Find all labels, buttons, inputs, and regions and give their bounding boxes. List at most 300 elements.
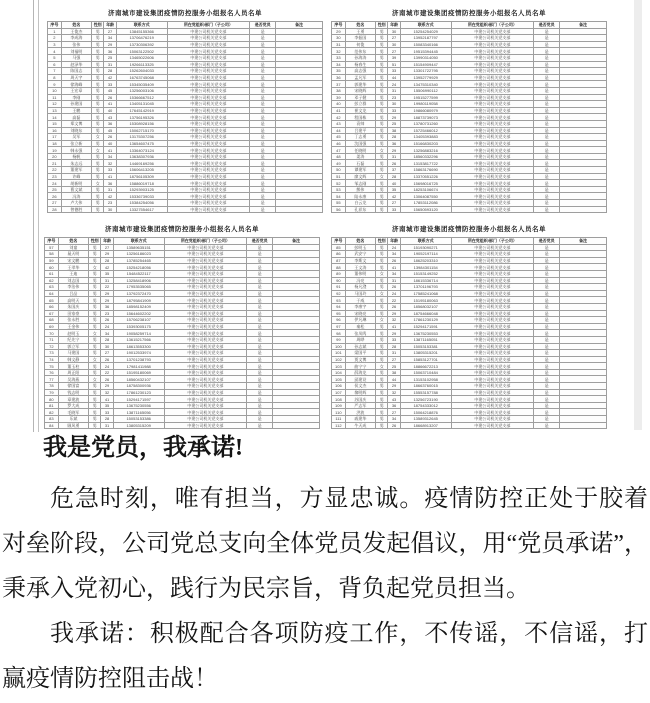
table-cell: 马建国	[58, 350, 88, 357]
table-cell: 49	[332, 160, 346, 167]
table-row	[48, 180, 323, 187]
table-row	[332, 343, 607, 350]
table-cell	[276, 193, 323, 200]
table-cell	[276, 147, 323, 154]
table-cell: 26	[388, 160, 400, 167]
table-cell: 11	[48, 94, 62, 101]
table-row	[45, 383, 320, 390]
table-cell: 王宏章	[61, 87, 91, 94]
table-cell: 32	[388, 317, 400, 324]
table-cell: 女	[376, 290, 388, 297]
table-cell: 64	[45, 290, 59, 297]
table-cell: 中建公司机关党支部	[451, 257, 534, 264]
table-cell: 中建公司机关党支部	[451, 120, 534, 127]
table-cell: 男	[89, 402, 101, 409]
table-cell: 34	[104, 153, 116, 160]
table-cell: 女	[89, 264, 101, 271]
table-row	[332, 186, 607, 193]
table-cell	[560, 48, 607, 55]
table-cell: 29	[101, 297, 113, 304]
column-header: 联系方式	[400, 238, 451, 245]
table-cell: 35	[388, 186, 400, 193]
table-row	[332, 363, 607, 370]
table-cell: 103	[332, 363, 346, 370]
table-cell: 92	[332, 290, 346, 297]
table-cell: 是	[250, 107, 276, 114]
table-row	[332, 396, 607, 403]
table-cell: 72	[45, 343, 59, 350]
table-cell: 男	[89, 317, 101, 324]
table-cell: 104	[332, 369, 346, 376]
table-cell: 李成海	[61, 35, 91, 42]
table-cell: 男	[92, 107, 104, 114]
table-cell: 29	[101, 383, 113, 390]
table-cell: 中建公司机关党支部	[167, 127, 250, 134]
table-cell: 男	[376, 356, 388, 363]
table-cell: 33	[388, 68, 400, 75]
table-cell	[560, 81, 607, 88]
table-cell: 钱志明	[58, 389, 88, 396]
table-cell: 29	[332, 28, 346, 35]
table-cell: 是	[247, 251, 273, 258]
table-cell: 朱志远	[61, 160, 91, 167]
table-cell: 是	[247, 409, 273, 416]
table-cell: 30	[388, 41, 400, 48]
table-cell: 白云龙	[345, 200, 375, 207]
table-cell: 36	[101, 303, 113, 310]
table-cell: 中建公司机关党支部	[451, 336, 534, 343]
table-cell	[560, 28, 607, 35]
table-cell: 廖文辉	[345, 173, 375, 180]
table-cell: 是	[247, 270, 273, 277]
table-cell	[560, 173, 607, 180]
table-cell: 姜涛	[345, 153, 375, 160]
table-row	[332, 277, 607, 284]
table-cell: 男	[376, 68, 388, 75]
table-cell: 13258418906	[113, 277, 164, 284]
table-row	[332, 167, 607, 174]
table-cell: 13589635151	[113, 244, 164, 251]
table-cell: 15886019718	[116, 180, 167, 187]
table-cell: 男	[376, 153, 388, 160]
table-cell: 85	[332, 244, 346, 251]
table-cell: 杨凡澄	[345, 284, 375, 291]
table-cell	[560, 127, 607, 134]
table-row	[332, 61, 607, 68]
table-cell: 中建公司机关党支部	[167, 120, 250, 127]
table-cell: 中建公司机关党支部	[451, 28, 534, 35]
table-cell: 2	[48, 35, 62, 42]
table-title: 济南城市建设集团疫情防控服务小组报名人员名单	[105, 226, 259, 233]
table-cell: 13405131045	[116, 101, 167, 108]
table-cell: 是	[534, 101, 560, 108]
table-row	[48, 94, 323, 101]
table-row	[332, 206, 607, 213]
table-cell: 中建公司机关党支部	[164, 297, 247, 304]
table-cell: 王金伟	[58, 323, 88, 330]
table-cell: 中建公司机关党支部	[451, 369, 534, 376]
table-cell: 男	[89, 277, 101, 284]
table-cell	[273, 369, 320, 376]
table-cell: 中建公司机关党支部	[164, 290, 247, 297]
table-cell	[273, 310, 320, 317]
table-cell: 沈国强	[345, 140, 375, 147]
table-cell: 15294171591	[400, 323, 451, 330]
table-row	[45, 264, 320, 271]
table-cell: 42	[104, 193, 116, 200]
table-cell: 18625203310	[400, 257, 451, 264]
table-cell	[276, 41, 323, 48]
scan-edge-artifact-right	[634, 0, 642, 430]
table-cell: 31	[388, 350, 400, 357]
table-cell: 中建公司机关党支部	[451, 134, 534, 141]
table-cell: 是	[534, 180, 560, 187]
table-cell: 73	[45, 350, 59, 357]
table-cell: 13	[48, 107, 62, 114]
table-cell: 15062715170	[116, 127, 167, 134]
table-cell: 43	[104, 114, 116, 121]
table-cell: 男	[376, 206, 388, 213]
table-cell: 男	[376, 87, 388, 94]
table-cell: 是	[250, 54, 276, 61]
table-cell: 19266113325	[116, 61, 167, 68]
table-cell: 13301722795	[400, 68, 451, 75]
table-cell	[560, 74, 607, 81]
table-row	[45, 310, 320, 317]
table-row	[332, 140, 607, 147]
table-cell: 宋文鹏	[58, 257, 88, 264]
table-cell: 刘福明	[61, 48, 91, 55]
table-cell: 89	[332, 270, 346, 277]
table-cell	[560, 206, 607, 213]
table-cell	[273, 416, 320, 423]
column-header: 姓名	[345, 22, 375, 29]
table-cell: 男	[376, 284, 388, 291]
table-cell: 14	[48, 114, 62, 121]
column-header: 备注	[273, 238, 320, 245]
table-cell: 90	[332, 277, 346, 284]
table-cell: 29	[101, 251, 113, 258]
table-cell: 中建公司机关党支部	[167, 147, 250, 154]
table-cell: 是	[534, 336, 560, 343]
table-cell: 是	[247, 323, 273, 330]
table-cell: 中建公司机关党支部	[451, 35, 534, 42]
table-cell: 男	[89, 297, 101, 304]
table-cell: 15262604033	[116, 68, 167, 75]
table-cell: 男	[376, 310, 388, 317]
table-cell: 22	[101, 369, 113, 376]
column-header: 所在党组织/部门（子公司）	[167, 22, 250, 29]
table-cell: 107	[332, 389, 346, 396]
table-cell: 65	[45, 297, 59, 304]
table-row	[332, 317, 607, 324]
table-cell: 男	[89, 257, 101, 264]
table-cell: 32	[104, 160, 116, 167]
table-cell: 中建公司机关党支部	[164, 323, 247, 330]
table-cell: 男	[376, 114, 388, 121]
table-cell: 中建公司机关党支部	[451, 193, 534, 200]
table-cell: 15698016725	[400, 180, 451, 187]
table-cell: 中建公司机关党支部	[451, 167, 534, 174]
table-cell: 女	[89, 356, 101, 363]
table-cell: 是	[247, 416, 273, 423]
table-cell: 15706238107	[113, 317, 164, 324]
table-cell: 晁天明	[58, 251, 88, 258]
table-cell: 87	[332, 257, 346, 264]
table-cell: 谭建军	[345, 167, 375, 174]
table-cell	[560, 244, 607, 251]
table-cell: 52	[332, 180, 346, 187]
column-header: 备注	[560, 238, 607, 245]
table-cell: 19866080979	[400, 107, 451, 114]
table-title: 济南城市建设集团疫情防控服务小组报名人员名单	[392, 10, 546, 17]
column-header: 性别	[89, 238, 101, 245]
table-cell: 48	[332, 153, 346, 160]
table-cell	[273, 264, 320, 271]
table-cell: 伊凡琳	[345, 317, 375, 324]
table-row	[332, 290, 607, 297]
table-cell: 43	[332, 120, 346, 127]
table-cell: 19012533974	[113, 350, 164, 357]
column-header: 性别	[376, 22, 388, 29]
table-cell: 曾德胜	[61, 206, 91, 213]
table-cell	[560, 343, 607, 350]
table-cell: 男	[92, 206, 104, 213]
table-row	[45, 244, 320, 251]
table-cell: 是	[250, 87, 276, 94]
table-cell: 是	[534, 54, 560, 61]
table-cell	[273, 290, 320, 297]
table-cell: 17853112086	[400, 200, 451, 207]
table-cell: 是	[534, 74, 560, 81]
table-cell: 15725466012	[400, 127, 451, 134]
table-cell: 中建公司机关党支部	[167, 101, 250, 108]
table-cell: 23	[388, 94, 400, 101]
table-cell: 田家豪	[58, 310, 88, 317]
table-cell: 男	[89, 396, 101, 403]
table-cell: 13990314050	[400, 54, 451, 61]
table-cell: 14469169256	[116, 160, 167, 167]
table-cell	[276, 61, 323, 68]
table-cell: 33	[388, 336, 400, 343]
table-cell	[273, 251, 320, 258]
table-cell: 30	[104, 206, 116, 213]
table-cell: 97	[332, 323, 346, 330]
table-cell: 董玉柱	[58, 363, 88, 370]
table-cell: 是	[247, 376, 273, 383]
table-cell: 男	[376, 350, 388, 357]
table-cell: 郭建华	[345, 81, 375, 88]
table-row	[48, 120, 323, 127]
table-row	[48, 140, 323, 147]
table-cell: 18568032107	[400, 303, 451, 310]
table-cell: 中建公司机关党支部	[167, 206, 250, 213]
table-cell: 是	[247, 330, 273, 337]
table-cell: 13871165051	[400, 336, 451, 343]
table-cell	[560, 35, 607, 42]
table-cell: 是	[534, 147, 560, 154]
table-cell	[276, 134, 323, 141]
table-cell: 13153817722	[400, 160, 451, 167]
table-cell: 55	[332, 200, 346, 207]
table-cell: 朱国庆	[58, 303, 88, 310]
table-cell	[560, 369, 607, 376]
column-header: 是否党员	[534, 22, 560, 29]
table-cell: 中建公司机关党支部	[451, 356, 534, 363]
table-cell: 男	[92, 127, 104, 134]
table-cell: 男	[89, 343, 101, 350]
table-row	[45, 303, 320, 310]
table-cell: 男	[89, 409, 101, 416]
table-cell: 中建公司机关党支部	[167, 153, 250, 160]
table-cell: 男	[376, 264, 388, 271]
table-row	[48, 41, 323, 48]
table-cell: 29	[388, 330, 400, 337]
table-cell: 中建公司机关党支部	[167, 167, 250, 174]
table-cell: 中建公司机关党支部	[451, 61, 534, 68]
table-cell: 是	[247, 396, 273, 403]
table-cell: 是	[534, 389, 560, 396]
table-cell: 15644602202	[113, 310, 164, 317]
table-cell: 女	[376, 173, 388, 180]
table-cell: 中建公司机关党支部	[451, 41, 534, 48]
table-cell: 中建公司机关党支部	[451, 277, 534, 284]
table-cell: 是	[534, 186, 560, 193]
table-cell: 男	[92, 193, 104, 200]
table-cell: 30	[388, 28, 400, 35]
table-cell: 中建公司机关党支部	[451, 290, 534, 297]
table-cell: 13701238793	[113, 356, 164, 363]
table-cell: 33	[332, 54, 346, 61]
table-cell: 中建公司机关党支部	[451, 323, 534, 330]
table-cell: 13871165056	[113, 409, 164, 416]
table-cell: 吴海燕	[58, 376, 88, 383]
table-cell: 41	[101, 396, 113, 403]
table-cell: 崔文龙	[345, 107, 375, 114]
table-cell: 28	[101, 336, 113, 343]
table-cell: 是	[247, 257, 273, 264]
table-cell: 中建公司机关党支部	[451, 48, 534, 55]
table-row	[332, 264, 607, 271]
table-cell: 董建军	[61, 167, 91, 174]
table-cell: 29	[388, 383, 400, 390]
table-cell	[560, 290, 607, 297]
table-cell: 19980119058	[400, 101, 451, 108]
table-cell: 95	[332, 310, 346, 317]
table-cell: 66	[45, 303, 59, 310]
column-header: 年龄	[388, 238, 400, 245]
table-cell: 邹志刚	[345, 180, 375, 187]
table-cell: 男	[92, 68, 104, 75]
roster-grid	[44, 237, 320, 429]
table-cell: 50	[332, 167, 346, 174]
table-cell: 108	[332, 396, 346, 403]
table-cell: 41	[104, 101, 116, 108]
column-header: 年龄	[101, 238, 113, 245]
table-cell: 戚建华	[345, 416, 375, 423]
table-cell: 是	[247, 277, 273, 284]
table-cell: 中建公司机关党支部	[451, 409, 534, 416]
table-cell: 女	[376, 363, 388, 370]
table-cell	[276, 54, 323, 61]
table-row	[332, 336, 607, 343]
table-cell: 武安宁	[345, 251, 375, 258]
table-cell: 86	[332, 251, 346, 258]
table-row	[45, 270, 320, 277]
table-cell: 何俊	[345, 41, 375, 48]
table-cell: 男	[92, 54, 104, 61]
table-cell: 中建公司机关党支部	[164, 389, 247, 396]
table-cell: 42	[332, 114, 346, 121]
table-cell: 中建公司机关党支部	[164, 343, 247, 350]
table-row	[48, 206, 323, 213]
table-cell: 是	[534, 251, 560, 258]
table-cell: 24	[388, 290, 400, 297]
table-cell: 84	[45, 422, 59, 429]
table-cell: 31	[101, 422, 113, 429]
table-cell: 13805315201	[400, 350, 451, 357]
table-cell: 男	[376, 251, 388, 258]
table-cell: 15053153381	[400, 343, 451, 350]
table-cell: 中建公司机关党支部	[451, 147, 534, 154]
table-cell: 15166830203	[400, 140, 451, 147]
table-cell: 男	[376, 402, 388, 409]
table-cell: 15083340166	[400, 41, 451, 48]
table-cell: 王鹏	[61, 107, 91, 114]
table-cell: 中建公司机关党支部	[167, 94, 250, 101]
table-row	[48, 101, 323, 108]
table-cell: 男	[92, 61, 104, 68]
table-cell: 中建公司机关党支部	[451, 350, 534, 357]
table-row	[332, 41, 607, 48]
table-cell: 吴军	[61, 134, 91, 141]
table-title: 济南城市建设集团疫情防控服务小组报名人员名单	[392, 226, 546, 233]
table-cell: 26	[104, 134, 116, 141]
table-cell: 110	[332, 409, 346, 416]
table-cell: 是	[250, 200, 276, 207]
table-cell: 中建公司机关党支部	[451, 101, 534, 108]
table-cell: 13654607475	[116, 140, 167, 147]
table-cell: 男	[376, 48, 388, 55]
table-cell: 是	[534, 409, 560, 416]
table-cell: 中建公司机关党支部	[451, 87, 534, 94]
table-cell: 中建公司机关党支部	[451, 68, 534, 75]
table-row	[332, 251, 607, 258]
table-cell: 徐海峰	[61, 81, 91, 88]
table-cell: 男	[376, 200, 388, 207]
table-row	[48, 134, 323, 141]
table-cell: 中建公司机关党支部	[167, 200, 250, 207]
table-cell: 中建公司机关党支部	[167, 87, 250, 94]
column-header: 姓名	[345, 238, 375, 245]
table-cell: 15336739033	[116, 193, 167, 200]
table-cell: 乐斌	[58, 416, 88, 423]
table-cell: 17861230129	[400, 317, 451, 324]
column-header: 所在党组织/部门（子公司）	[451, 22, 534, 29]
table-cell: 男	[376, 61, 388, 68]
table-cell: 15294171597	[113, 396, 164, 403]
table-cell: 男	[92, 167, 104, 174]
table-cell: 26	[388, 284, 400, 291]
table-cell: 19515394445	[400, 48, 451, 55]
table-cell: 是	[534, 277, 560, 284]
table-cell: 中建公司机关党支部	[451, 284, 534, 291]
table-cell: 29	[388, 310, 400, 317]
table-cell: 中建公司机关党支部	[164, 409, 247, 416]
table-cell: 26	[48, 193, 62, 200]
pledge-heading: 我是党员，我承诺!	[43, 435, 243, 461]
table-cell: 中建公司机关党支部	[451, 160, 534, 167]
